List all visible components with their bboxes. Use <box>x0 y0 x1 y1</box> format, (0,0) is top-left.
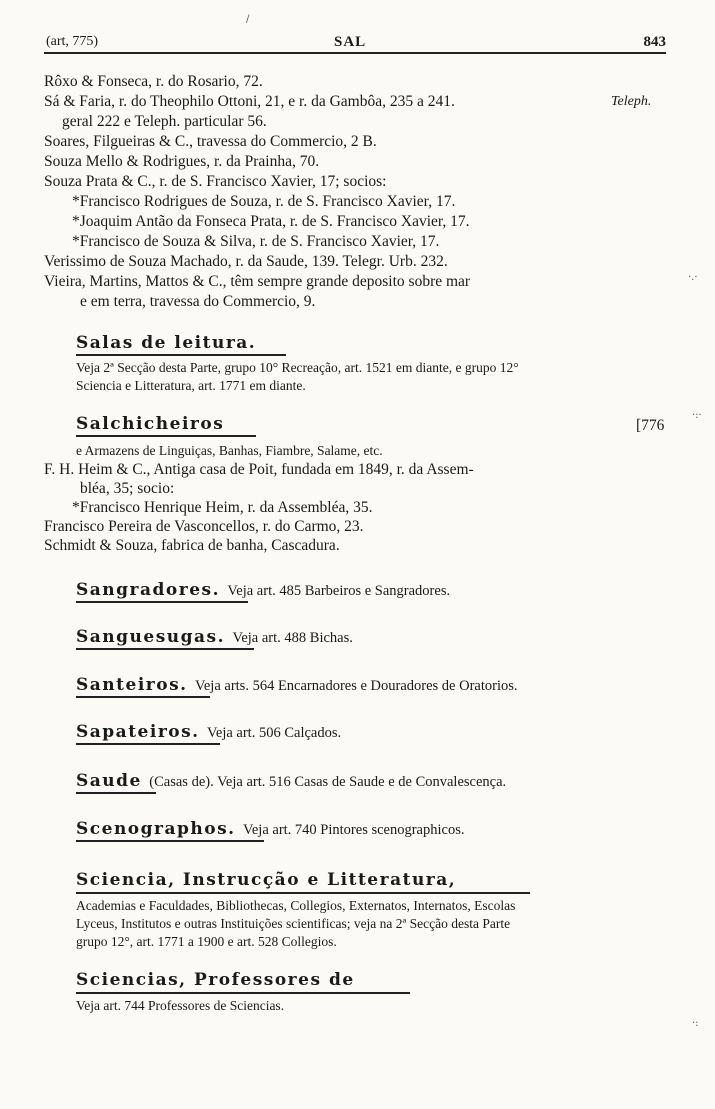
header-article: (art, 775) <box>46 34 99 49</box>
section-heading: Sapateiros. <box>76 722 200 742</box>
entry-line: *Francisco Henrique Heim, r. da Assembléa, 35. <box>72 499 373 516</box>
entry-line: geral 222 e Teleph. particular 56. <box>62 113 267 130</box>
heading-rule <box>76 648 254 650</box>
section-sanguesugas <box>76 627 353 648</box>
margin-mark: ·: <box>692 1018 699 1029</box>
section-reference: (Casas de). Veja art. 516 Casas de Saude e de Convalescença. <box>149 774 507 790</box>
section-reference: Veja art. 485 Barbeiros e Sangradores. <box>227 583 451 599</box>
entry-line: Souza Prata & C., r. de S. Francisco Xavier, 17; socios: <box>44 173 387 190</box>
entry-line: bléa, 35; socio: <box>80 480 175 497</box>
heading-rule <box>76 992 410 994</box>
entry-line: *Joaquim Antão da Fonseca Prata, r. de S. Francisco Xavier, 17. <box>72 213 470 230</box>
section-heading: Sanguesugas. <box>76 627 226 647</box>
section-reference: Veja arts. 564 Encarnadores e Douradores de Oratorios. <box>195 678 518 694</box>
heading-rule <box>76 354 286 356</box>
section-text: Academias e Faculdades, Bibliothecas, Collegios, Externatos, Internatos, Escolas <box>76 898 516 913</box>
section-text: Lyceus, Institutos e outras Instituições scientificas; veja na 2ª Secção desta Parte <box>76 916 511 931</box>
margin-mark: / <box>246 14 250 25</box>
section-text: e Armazens de Linguiças, Banhas, Fiambre, Salame, etc. <box>76 443 383 458</box>
entry-line: Souza Mello & Rodrigues, r. da Prainha, 70. <box>44 153 320 170</box>
heading-rule <box>76 892 530 894</box>
section-reference: Veja art. 488 Bichas. <box>232 630 353 646</box>
section-heading-salchicheiros: Salchicheiros <box>76 414 225 434</box>
heading-rule <box>76 840 264 842</box>
section-text: Sciencia e Litteratura, art. 1771 em diante. <box>76 378 306 393</box>
section-reference: Veja art. 506 Calçados. <box>207 725 342 741</box>
section-saude <box>76 771 506 792</box>
section-text: Veja art. 744 Professores de Sciencias. <box>76 998 285 1013</box>
section-sapateiros <box>76 722 341 743</box>
entry-line: Soares, Filgueiras & C., travessa do Commercio, 2 B. <box>44 133 377 150</box>
section-heading: Saude <box>76 771 142 791</box>
section-heading-salas: Salas de leitura. <box>76 333 257 353</box>
heading-rule <box>76 792 156 794</box>
heading-rule <box>76 743 220 745</box>
heading-rule <box>76 435 256 437</box>
entry-line: Verissimo de Souza Machado, r. da Saude, 139. Telegr. Urb. 232. <box>44 253 448 270</box>
article-number: [776 <box>636 417 665 434</box>
section-heading-sciencia: Sciencia, Instrucção e Litteratura, <box>76 870 457 890</box>
entry-line: *Francisco Rodrigues de Souza, r. de S. Francisco Xavier, 17. <box>72 193 456 210</box>
entry-line: Sá & Faria, r. do Theophilo Ottoni, 21, e r. da Gambôa, 235 a 241. <box>44 93 455 110</box>
entry-line: Vieira, Martins, Mattos & C., têm sempre grande deposito sobre mar <box>44 273 471 290</box>
section-santeiros <box>76 675 518 696</box>
entry-line: Rôxo & Fonseca, r. do Rosario, 72. <box>44 73 263 90</box>
entry-line: F. H. Heim & C., Antiga casa de Poit, fundada em 1849, r. da Assem- <box>44 461 474 478</box>
margin-mark: ·:· <box>692 410 702 421</box>
heading-rule <box>76 696 210 698</box>
section-heading: Scenographos. <box>76 819 236 839</box>
section-heading: Sangradores. <box>76 580 220 600</box>
page-number: 843 <box>643 34 666 50</box>
section-sangradores <box>76 580 450 601</box>
header-title: SAL <box>334 34 367 50</box>
section-text: Veja 2ª Secção desta Parte, grupo 10° Recreação, art. 1521 em diante, e grupo 12° <box>76 360 519 375</box>
heading-rule <box>76 601 248 603</box>
section-scenographos <box>76 819 464 840</box>
page-header <box>44 34 666 54</box>
section-heading-sciencias: Sciencias, Professores de <box>76 970 355 990</box>
entry-line: Schmidt & Souza, fabrica de banha, Cascadura. <box>44 537 340 554</box>
entry-teleph: Teleph. <box>611 94 652 109</box>
section-heading: Santeiros. <box>76 675 188 695</box>
entry-line: Francisco Pereira de Vasconcellos, r. do Carmo, 23. <box>44 518 364 535</box>
section-text: grupo 12°, art. 1771 a 1900 e art. 528 Collegios. <box>76 934 337 949</box>
entry-line: *Francisco de Souza & Silva, r. de S. Francisco Xavier, 17. <box>72 233 440 250</box>
section-reference: Veja art. 740 Pintores scenographicos. <box>243 822 465 838</box>
entry-line: e em terra, travessa do Commercio, 9. <box>80 293 316 310</box>
margin-mark: ·.· <box>688 272 698 283</box>
